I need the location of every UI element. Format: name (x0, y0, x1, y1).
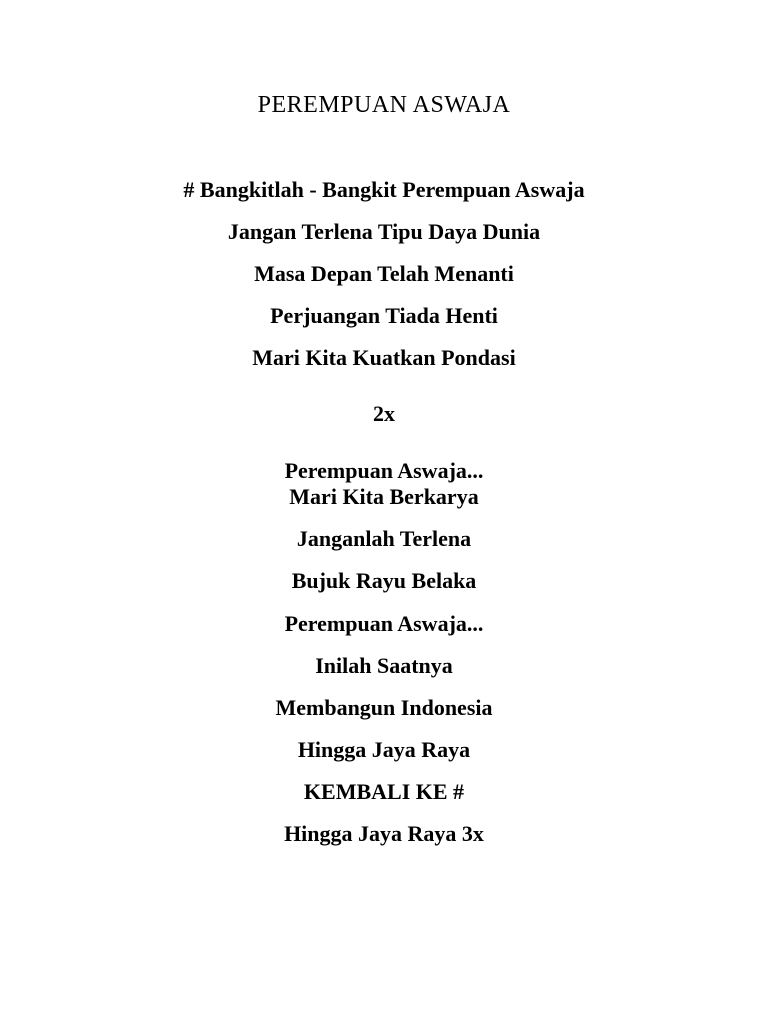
lyric-line: Bujuk Rayu Belaka (291, 568, 477, 593)
lyric-line: Janganlah Terlena (296, 526, 472, 551)
lyric-line: Hingga Jaya Raya 3x (284, 821, 484, 846)
lyric-line: Inilah Saatnya (315, 653, 453, 678)
lyric-line: KEMBALI KE # (303, 779, 465, 804)
lyric-line: Perempuan Aswaja... (284, 611, 484, 636)
lyric-line: Hingga Jaya Raya (297, 737, 471, 762)
lyric-line: Perjuangan Tiada Henti (270, 303, 498, 328)
lyric-line: Membangun Indonesia (275, 695, 493, 720)
lyric-line: Jangan Terlena Tipu Daya Dunia (227, 219, 541, 244)
lyric-line: Masa Depan Telah Menanti (254, 261, 514, 286)
lyric-line: Perempuan Aswaja... (284, 458, 484, 483)
repeat-marker: 2x (373, 401, 395, 426)
lyric-line: # Bangkitlah - Bangkit Perempuan Aswaja (183, 177, 585, 202)
document-title: PEREMPUAN ASWAJA (257, 92, 511, 118)
lyric-line: Mari Kita Kuatkan Pondasi (252, 345, 516, 370)
lyric-line: Mari Kita Berkarya (289, 484, 479, 509)
